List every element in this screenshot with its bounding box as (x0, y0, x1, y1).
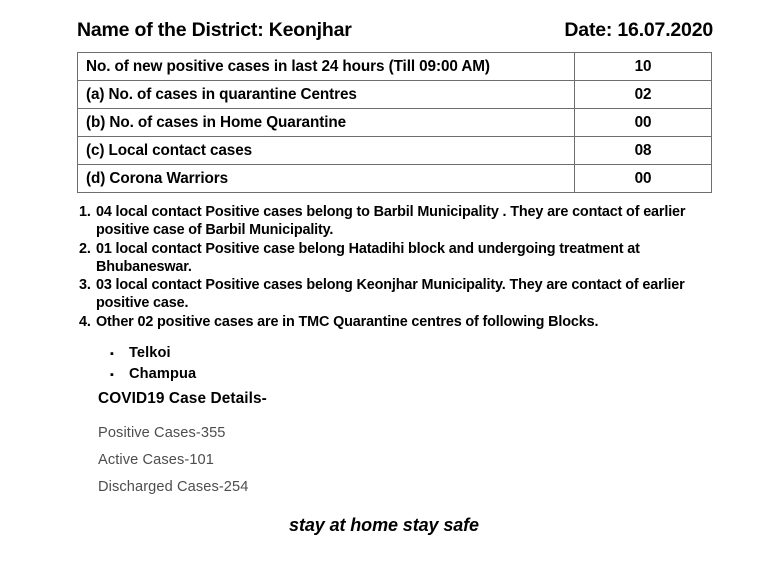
note-text: 04 local contact Positive cases belong to Barbil Municipality . They are contact of earlier positive case of Barbil Municipality. (96, 204, 686, 239)
note-number: 3. (79, 277, 91, 294)
positive-cases-stat: Positive Cases-355 (98, 425, 226, 441)
table-cell-value: 02 (575, 81, 712, 109)
note-number: 1. (79, 204, 91, 220)
report-date-label: Date: 16.07.2020 (564, 19, 713, 41)
note-number: 4. (79, 313, 91, 330)
table-cell-label: No. of new positive cases in last 24 hours (Till 09:00 AM) (78, 53, 575, 81)
block-name: Champua (129, 366, 197, 382)
note-text: Other 02 positive cases are in TMC Quarantine centres of following Blocks. (96, 313, 599, 330)
block-name: Telkoi (129, 345, 171, 361)
notes-list (79, 203, 719, 331)
note-item (79, 313, 719, 331)
table-row (78, 109, 712, 137)
district-name-label: Name of the District: Keonjhar (77, 19, 352, 41)
table-row (78, 53, 712, 81)
table-cell-label: (a) No. of cases in quarantine Centres (78, 81, 575, 109)
covid-details-heading: COVID19 Case Details- (98, 390, 267, 407)
square-bullet-icon: ▪ (110, 369, 114, 381)
case-summary-table (77, 52, 712, 193)
active-cases-stat: Active Cases-101 (98, 452, 214, 468)
document-header (77, 19, 713, 42)
note-text: 01 local contact Positive case belong Hatadihi block and undergoing treatment at Bhubaneswar. (96, 240, 640, 275)
list-item (110, 343, 196, 364)
note-item (79, 203, 719, 240)
square-bullet-icon: ▪ (110, 348, 114, 360)
table-row (78, 137, 712, 165)
table-row (78, 165, 712, 193)
table-cell-value: 08 (575, 137, 712, 165)
table-cell-label: (d) Corona Warriors (78, 165, 575, 193)
covid-details-stats (98, 420, 498, 501)
table-body (78, 53, 712, 193)
blocks-list (110, 343, 196, 385)
note-number: 2. (79, 240, 91, 257)
note-item (79, 240, 719, 277)
table-cell-label: (b) No. of cases in Home Quarantine (78, 109, 575, 137)
table-cell-value: 00 (575, 109, 712, 137)
list-item (110, 364, 196, 385)
table-cell-value: 10 (575, 53, 712, 81)
note-item (79, 276, 719, 313)
table-cell-label: (c) Local contact cases (78, 137, 575, 165)
table-cell-value: 00 (575, 165, 712, 193)
note-text: 03 local contact Positive cases belong Keonjhar Municipality. They are contact of earlier positive case. (96, 277, 685, 312)
footer-slogan: stay at home stay safe (289, 515, 479, 535)
table-row (78, 81, 712, 109)
discharged-cases-stat: Discharged Cases-254 (98, 479, 249, 495)
